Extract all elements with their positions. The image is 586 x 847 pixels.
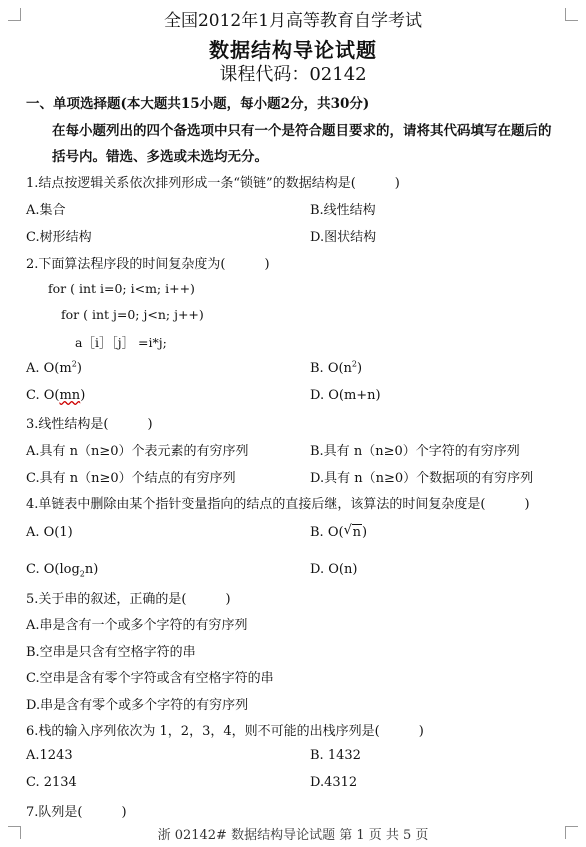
question-4-option-d: D. O(n) (310, 562, 358, 577)
question-6-option-d: D.4312 (310, 775, 358, 790)
question-6-option-c: C. 2134 (26, 775, 77, 790)
question-4-option-c (26, 562, 98, 577)
option-b-close: ) (361, 525, 368, 540)
question-5-option-d: D.串是含有零个或多个字符的有穷序列 (26, 698, 249, 713)
question-5-option-b: B.空串是只含有空格字符的串 (26, 645, 196, 660)
question-1-stem: 1.结点按逻辑关系依次排列形成一条“锁链”的数据结构是( ) (26, 176, 400, 191)
log-base: 2 (79, 569, 85, 579)
option-c-text: C. O( (26, 388, 60, 403)
page-footer: 浙 02142# 数据结构导论试题 第 1 页 共 5 页 (157, 828, 429, 843)
exponent: 2 (71, 359, 77, 369)
question-4-option-b (310, 525, 367, 540)
code-line-2: for ( int j=0; j<n; j++) (61, 307, 204, 322)
question-2-stem: 2.下面算法程序段的时间复杂度为( ) (26, 257, 270, 272)
question-1-option-b: B.线性结构 (310, 203, 376, 218)
section-heading: 一、单项选择题(本大题共15小题，每小题2分，共30分) (26, 96, 370, 112)
option-b-text: B. O(n (310, 361, 352, 376)
question-4-option-a: A. O(1) (26, 525, 73, 540)
question-4-stem: 4.单链表中删除由某个指针变量指向的结点的直接后继，该算法的时间复杂度是( ) (26, 497, 530, 512)
page-title: 数据结构导论试题 (209, 38, 377, 62)
question-1-option-d: D.图状结构 (310, 230, 377, 245)
question-3-option-b: B.具有 n（n≥0）个字符的有穷序列 (310, 444, 520, 459)
question-3-option-a: A.具有 n（n≥0）个表元素的有穷序列 (26, 444, 249, 459)
option-c-text: C. O(log (26, 562, 80, 577)
question-3-option-d: D.具有 n（n≥0）个数据项的有穷序列 (310, 471, 534, 486)
option-a-text: A. O(m (26, 361, 72, 376)
question-1-option-a: A.集合 (26, 203, 66, 218)
square-root-symbol (344, 525, 362, 540)
option-a-close: ) (76, 361, 82, 376)
question-3-option-c: C.具有 n（n≥0）个结点的有穷序列 (26, 471, 236, 486)
question-5-option-a: A.串是含有一个或多个字符的有穷序列 (26, 618, 248, 633)
question-2-option-b (310, 361, 362, 376)
exam-header: 全国2012年1月高等教育自学考试 (163, 11, 423, 31)
question-5-option-c: C.空串是含有零个字符或含有空格字符的串 (26, 671, 274, 686)
instruction-line-1: 在每小题列出的四个备选项中只有一个是符合题目要求的，请将其代码填写在题后的 (52, 123, 552, 139)
question-2-option-d: D. O(m+n) (310, 388, 381, 403)
question-2-option-c (26, 388, 85, 403)
radical-icon: √ (343, 523, 352, 538)
question-2-option-a (26, 361, 82, 376)
code-line-1: for ( int i=0; i<m; i++) (48, 281, 195, 296)
option-c-close: n) (84, 562, 99, 577)
radicand: n (352, 525, 361, 540)
question-5-stem: 5.关于串的叙述，正确的是( ) (26, 592, 231, 607)
spellcheck-underlined-text: mn (59, 388, 81, 403)
course-code: 课程代码：02142 (219, 64, 367, 85)
code-line-3: a［i］［j］ =i*j; (75, 335, 167, 350)
question-6-option-b: B. 1432 (310, 748, 361, 763)
exponent: 2 (351, 359, 358, 369)
question-6-stem: 6.栈的输入序列依次为 1，2，3，4，则不可能的出栈序列是( ) (26, 724, 424, 739)
question-6-option-a: A.1243 (26, 748, 73, 763)
option-c-close: ) (80, 388, 86, 403)
question-7-stem: 7.队列是( ) (26, 805, 127, 820)
question-1-option-c: C.树形结构 (26, 230, 92, 245)
option-b-close: ) (357, 361, 363, 376)
option-b-text: B. O( (310, 525, 344, 540)
instruction-line-2: 括号内。错选、多选或未选均无分。 (52, 149, 268, 165)
question-3-stem: 3.线性结构是( ) (26, 417, 153, 432)
